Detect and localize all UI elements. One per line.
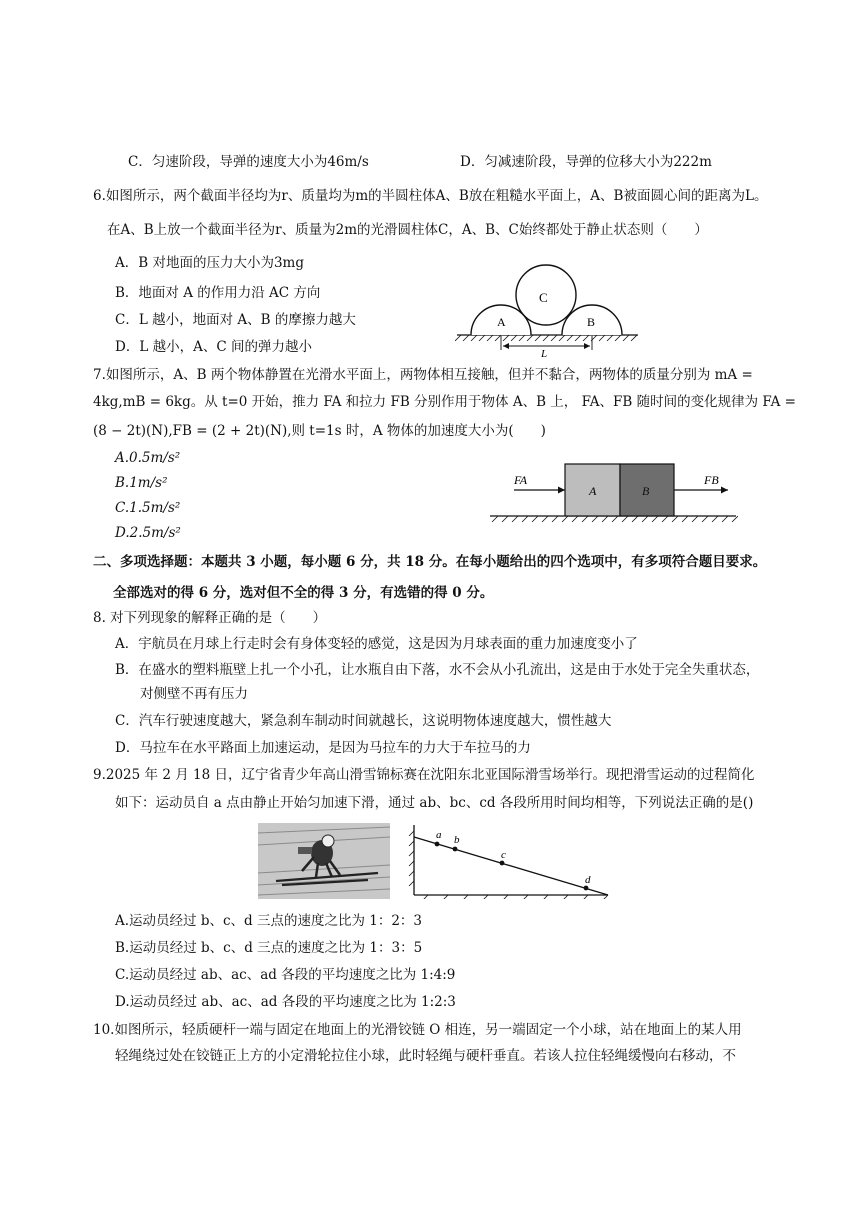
q10-stem-line2: 轻绳绕过处在铰链正上方的小定滑轮拉住小球，此时轻绳与硬杆垂直。若该人拉住轻绳缓慢向右移动，不 <box>115 1048 736 1064</box>
section2-heading-line1: 二、多项选择题：本题共 3 小题，每小题 6 分，共 18 分。在每小题给出的四个选项中，有多项符合题目要求。 <box>93 554 767 570</box>
q5-option-d: D．匀减速阶段，导弹的位移大小为222m <box>460 154 712 170</box>
q9-stem-line2: 如下：运动员自 a 点由静止开始匀加速下滑，通过 ab、bc、cd 各段所用时间均相等，下列说法正确的是() <box>115 795 754 811</box>
q8-option-b-line2: 对侧壁不再有压力 <box>140 686 248 702</box>
q7-stem-line1: 7.如图所示，A、B 两个物体静置在光滑水平面上，两物体相互接触，但并不黏合，两物体的质量分别为 mA = <box>93 367 753 383</box>
label-a: A <box>589 484 597 498</box>
q5-option-c: C．匀速阶段，导弹的速度大小为46m/s <box>128 154 369 170</box>
label-fb: FB <box>704 473 719 487</box>
label-c: C <box>539 290 548 305</box>
q9-option-a: A.运动员经过 b、c、d 三点的速度之比为 1：2：3 <box>115 913 423 929</box>
q9-stem-line1: 9.2025 年 2 月 18 日，辽宁省青少年高山滑雪锦标赛在沈阳东北亚国际滑雪场举行。现把滑雪运动的过程简化 <box>93 767 755 783</box>
q6-option-b: B．地面对 A 的作用力沿 AC 方向 <box>115 285 321 301</box>
q6-option-c: C．L 越小，地面对 A、B 的摩擦力越大 <box>115 312 356 328</box>
label-fa: FA <box>514 473 528 487</box>
label-c: c <box>501 849 506 861</box>
q9-slope-diagram <box>408 823 613 899</box>
q8-option-d: D．马拉车在水平路面上加速运动，是因为马拉车的力大于车拉马的力 <box>115 740 531 756</box>
label-b: b <box>454 834 460 846</box>
point-a <box>435 842 440 847</box>
q8-option-c: C．汽车行驶速度越大，紧急刹车制动时间就越长，这说明物体速度越大，惯性越大 <box>115 713 612 729</box>
label-d: d <box>585 874 591 886</box>
q8-option-b-line1: B．在盛水的塑料瓶壁上扎一个小孔，让水瓶自由下落，水不会从小孔流出，这是由于水处于完全失重状态， <box>115 662 760 678</box>
q6-option-d: D．L 越小，A、C 间的弹力越小 <box>115 339 312 355</box>
skier-photo <box>258 823 390 899</box>
q6-stem-line2: 在A、B上放一个截面半径为r、质量为2m的光滑圆柱体C，A、B、C始终都处于静止状态则（ ） <box>107 222 708 238</box>
label-a: A <box>497 315 506 329</box>
q6-cylinders-diagram <box>455 258 640 358</box>
point-b <box>453 847 458 852</box>
label-l: L <box>541 348 548 358</box>
point-c <box>500 861 505 866</box>
q7-option-b: B.1m/s² <box>115 475 168 491</box>
label-b: B <box>642 484 650 498</box>
q6-stem-line1: 6.如图所示，两个截面半径均为r、质量均为m的半圆柱体A、B放在粗糙水平面上，A、B被面圆心间的距离为L。 <box>93 188 768 204</box>
q9-option-c: C.运动员经过 ab、ac、ad 各段的平均速度之比为 1:4:9 <box>115 967 456 983</box>
q7-option-c: C.1.5m/s² <box>115 500 181 516</box>
q7-stem-line2: 4kg,mB = 6kg。从 t=0 开始，推力 FA 和拉力 FB 分别作用于物体 A、B 上， FA、FB 随时间的变化规律为 FA = <box>93 394 796 410</box>
q7-option-d: D.2.5m/s² <box>115 525 181 541</box>
label-a: a <box>436 829 442 841</box>
q10-stem-line1: 10.如图所示，轻质硬杆一端与固定在地面上的光滑铰链 O 相连，另一端固定一个小球，站在地面上的某人用 <box>93 1022 742 1038</box>
point-d <box>584 886 589 891</box>
q8-option-a: A．宇航员在月球上行走时会有身体变轻的感觉，这是因为月球表面的重力加速度变小了 <box>115 636 638 652</box>
q6-option-a: A．B 对地面的压力大小为3mg <box>115 255 304 271</box>
q9-option-d: D.运动员经过 ab、ac、ad 各段的平均速度之比为 1:2:3 <box>115 994 456 1010</box>
q8-stem: 8. 对下列现象的解释正确的是（ ） <box>93 610 327 626</box>
label-b: B <box>587 315 596 329</box>
q7-option-a: A.0.5m/s² <box>115 450 181 466</box>
q9-option-b: B.运动员经过 b、c、d 三点的速度之比为 1：3：5 <box>115 940 423 956</box>
section2-heading-line2: 全部选对的得 6 分，选对但不全的得 3 分，有选错的得 0 分。 <box>113 585 494 601</box>
q7-stem-line3: (8 − 2t)(N),FB = (2 + 2t)(N),则 t=1s 时，A 物体的加速度大小为( ) <box>93 423 546 439</box>
q7-blocks-diagram <box>488 460 738 526</box>
